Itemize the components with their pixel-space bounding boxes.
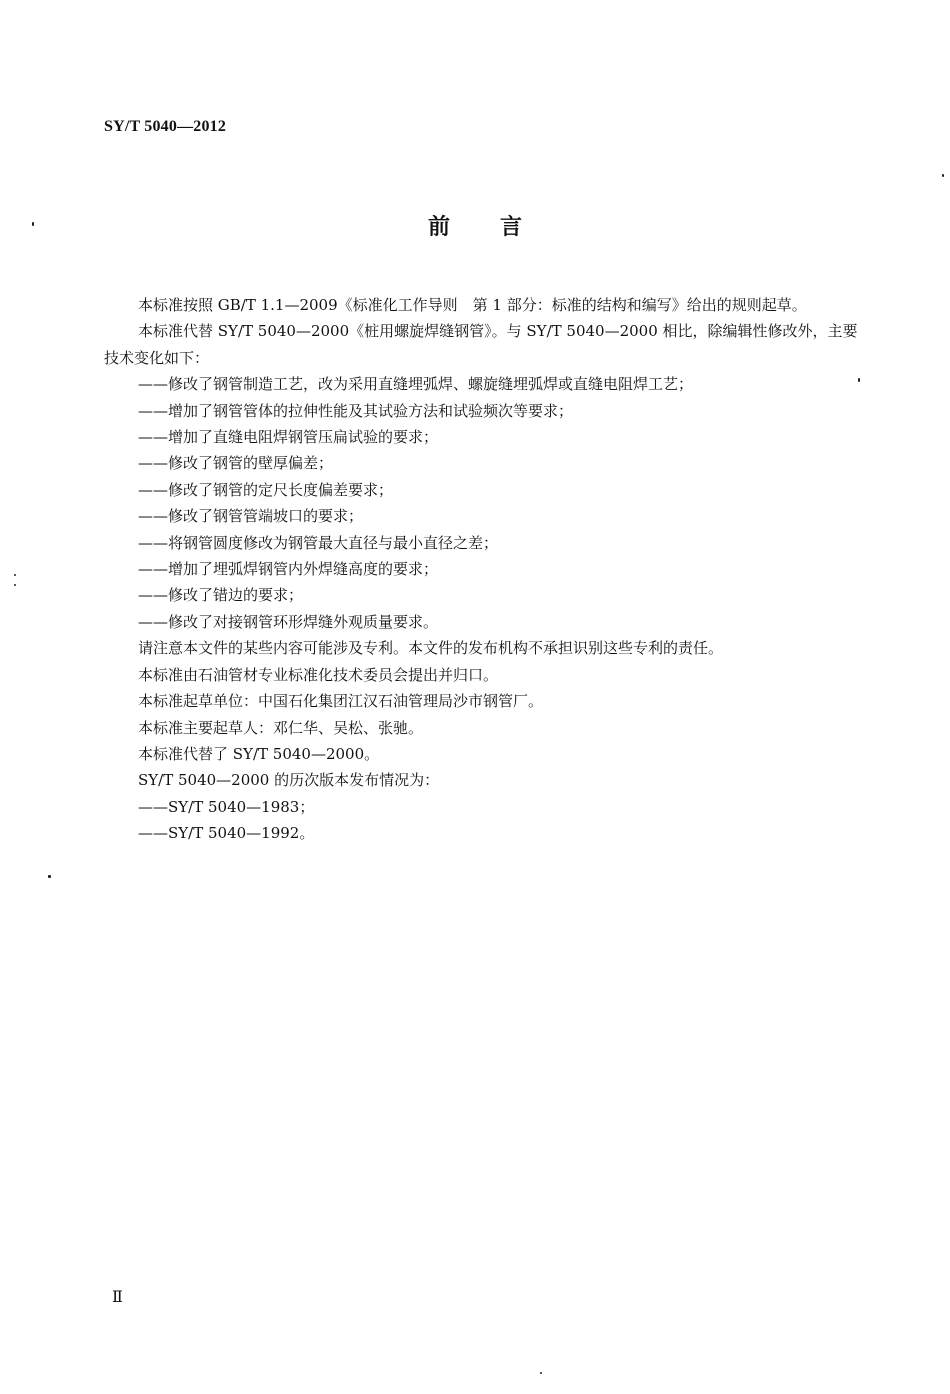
- list-item: ——增加了钢管管体的拉伸性能及其试验方法和试验频次等要求；: [138, 401, 574, 420]
- foreword-body: [104, 292, 864, 847]
- list-item: ——将钢管圆度修改为钢管最大直径与最小直径之差；: [138, 533, 499, 552]
- paragraph-drafting-unit: 本标准起草单位：中国石化集团江汉石油管理局沙市钢管厂。: [138, 692, 544, 711]
- scan-speck: [858, 378, 860, 382]
- list-item: ——修改了钢管管端坡口的要求；: [138, 507, 364, 526]
- paragraph-proposer: 本标准由石油管材专业标准化技术委员会提出并归口。: [138, 665, 499, 684]
- list-item: ——修改了对接钢管环形焊缝外观质量要求。: [138, 612, 439, 631]
- scan-speck: [14, 574, 16, 576]
- paragraph-history-intro: SY/T 5040—2000 的历次版本发布情况为：: [138, 771, 440, 790]
- list-item: ——修改了钢管的定尺长度偏差要求；: [138, 480, 394, 499]
- paragraph-drafting-rules: 本标准按照 GB/T 1.1—2009《标准化工作导则 第 1 部分：标准的结构和编写》给出的规则起草。: [138, 296, 807, 314]
- list-item: ——增加了直缝电阻焊钢管压扁试验的要求；: [138, 428, 439, 447]
- standard-code: SY/T 5040—2012: [104, 118, 227, 135]
- list-item: ——修改了钢管的壁厚偏差；: [138, 454, 334, 473]
- scan-speck: [540, 1372, 542, 1374]
- scan-speck: [48, 875, 51, 878]
- paragraph-patent-notice: 请注意本文件的某些内容可能涉及专利。本文件的发布机构不承担识别这些专利的责任。: [138, 639, 724, 658]
- list-item: ——修改了钢管制造工艺，改为采用直缝埋弧焊、螺旋缝埋弧焊或直缝电阻焊工艺；: [138, 375, 694, 394]
- page-number: Ⅱ: [112, 1289, 123, 1306]
- page-title: 前言: [427, 215, 572, 240]
- scan-speck: [942, 174, 944, 177]
- paragraph-superseded: 本标准代替了 SY/T 5040—2000。: [138, 744, 380, 763]
- paragraph-drafters: 本标准主要起草人：邓仁华、吴松、张驰。: [138, 718, 424, 737]
- list-item: ——修改了错边的要求；: [138, 586, 304, 605]
- list-item: ——SY/T 5040—1983；: [138, 797, 315, 816]
- paragraph-replacement: 本标准代替 SY/T 5040—2000《桩用螺旋焊缝钢管》。与 SY/T 5040—2000 相比，除编辑性修改外，主要技术变化如下：: [104, 322, 858, 367]
- list-item: ——SY/T 5040—1992。: [138, 824, 315, 843]
- scan-speck: [32, 222, 34, 226]
- scan-speck: [14, 584, 16, 586]
- list-item: ——增加了埋弧焊钢管内外焊缝高度的要求；: [138, 560, 439, 579]
